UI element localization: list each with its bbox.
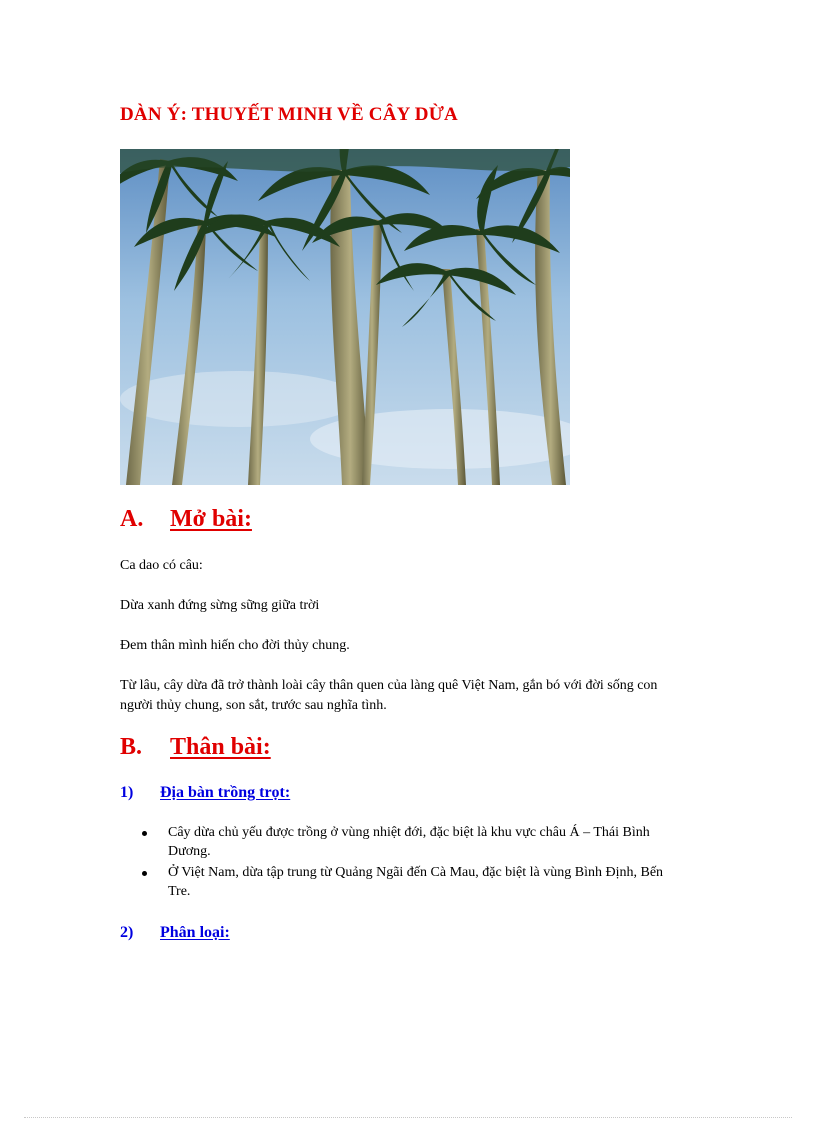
opening-line-1: Ca dao có câu: bbox=[120, 558, 203, 573]
section-a-heading bbox=[120, 506, 252, 533]
section-a-number: A. bbox=[120, 506, 144, 532]
section-b-number: B. bbox=[120, 734, 143, 760]
subsection-1-title: Địa bàn trồng trọt: bbox=[160, 784, 291, 801]
document-title: DÀN Ý: THUYẾT MINH VỀ CÂY DỪA bbox=[120, 104, 458, 125]
section-b-heading bbox=[120, 734, 271, 761]
section-a-title: Mở bài: bbox=[170, 506, 252, 532]
opening-paragraph: Từ lâu, cây dừa đã trở thành loài cây thân quen của làng quê Việt Nam, gắn bó với đời sống con người thủy chung, son sắt, trước sau nghĩa tình. bbox=[120, 678, 658, 713]
bullet-icon bbox=[142, 871, 147, 876]
subsection-1-heading bbox=[120, 784, 290, 802]
coconut-palms-photo bbox=[120, 149, 570, 485]
opening-line-3: Đem thân mình hiến cho đời thủy chung. bbox=[120, 638, 350, 653]
list-item bbox=[120, 823, 668, 861]
page-bottom-divider bbox=[24, 1117, 792, 1118]
subsection-1-number: 1) bbox=[120, 784, 134, 801]
section-b-title: Thân bài: bbox=[170, 734, 271, 760]
growing-area-list bbox=[120, 823, 680, 903]
bullet-icon bbox=[142, 831, 147, 836]
list-item bbox=[120, 863, 668, 901]
opening-line-2: Dừa xanh đứng sừng sững giữa trời bbox=[120, 598, 320, 613]
subsection-2-title: Phân loại: bbox=[160, 924, 230, 941]
subsection-2-heading bbox=[120, 924, 230, 942]
list-item-text: Cây dừa chủ yếu được trồng ở vùng nhiệt đới, đặc biệt là khu vực châu Á – Thái Bình Dương. bbox=[168, 825, 650, 859]
subsection-2-number: 2) bbox=[120, 924, 134, 941]
list-item-text: Ở Việt Nam, dừa tập trung từ Quảng Ngãi đến Cà Mau, đặc biệt là vùng Bình Định, Bến Tre. bbox=[168, 865, 664, 899]
